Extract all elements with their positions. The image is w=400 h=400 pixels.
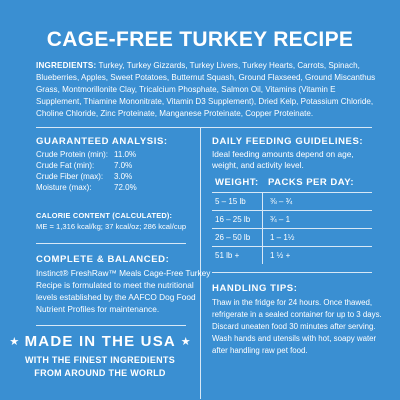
complete-line: Nutrient Profiles for maintenance. [36,304,160,314]
table-rule [212,192,372,193]
analysis-name: Moisture (max): [36,183,92,192]
table-rule [212,246,372,247]
divider-vertical [200,127,201,399]
complete-line: levels established by the AAFCO Dog Food [36,292,196,302]
usa-tagline [0,354,200,380]
ingredients-label: INGREDIENTS: [36,61,97,70]
recipe-title: CAGE-FREE TURKEY RECIPE [46,28,354,51]
made-in-usa [0,333,200,350]
divider-top [36,127,372,128]
analysis-value: 3.0% [114,172,133,181]
handling-line: after handling raw pet food. [212,346,308,355]
packs-column-header: PACKS PER DAY: [268,177,355,188]
weight-column-header: WEIGHT: [215,177,259,188]
made-in-usa-text: MADE IN THE USA [24,333,176,350]
weight-cell: 16 – 25 lb [215,215,251,224]
packs-cell: 1 ½ + [270,251,291,260]
calorie-value: ME = 1,316 kcal/kg; 37 kcal/oz; 286 kcal/cup [36,222,187,231]
table-rule [212,228,372,229]
divider-right-mid [212,272,372,273]
feeding-heading: DAILY FEEDING GUIDELINES: [212,136,364,147]
weight-cell: 5 – 15 lb [215,197,246,206]
divider-left-bottom [36,325,186,326]
feeding-line: weight, and activity level. [212,160,304,170]
usa-tagline-line: WITH THE FINEST INGREDIENTS [24,355,176,365]
handling-heading: HANDLING TIPS: [212,283,298,294]
ingredients-text: Turkey, Turkey Gizzards, Turkey Livers, Turkey Hearts, Carrots, Spinach, Blueberries, Apples, Sweet Potatoes, Butternut Squash, Ground Flaxseed, Ground Miscanthus Grass, Montmorillonite Clay, Tricalcium Phosphate, Salmon Oil, Vitamins (Vitamin E Supplement, Thiamine Mononitrate, Vitamin D3 Supplement), Dried Kelp, Potassium Chloride, Choline Chloride, Zinc Proteinate, Manganese Proteinate, Copper Proteinate. [36,61,376,118]
usa-tagline-line: FROM AROUND THE WORLD [34,368,166,378]
weight-cell: 51 lb + [215,251,240,260]
packs-cell: ⅜ – ¾ [270,197,293,206]
handling-line: Discard uneaten food 30 minutes after serving. [212,322,376,331]
analysis-value: 11.0% [114,150,137,159]
packs-cell: ¾ – 1 [270,215,291,224]
analysis-heading: GUARANTEED ANALYSIS: [36,136,168,147]
complete-line: Instinct® FreshRaw™ Meals Cage-Free Turkey [36,268,211,278]
feeding-line: Ideal feeding amounts depend on age, [212,149,354,159]
complete-heading: COMPLETE & BALANCED: [36,254,170,265]
complete-line: Recipe is formulated to meet the nutritional [36,280,194,290]
weight-cell: 26 – 50 lb [215,233,251,242]
analysis-name: Crude Fat (min): [36,161,95,170]
star-icon: ★ [180,336,191,348]
analysis-value: 72.0% [114,183,137,192]
packs-cell: 1 – 1½ [270,233,295,242]
handling-line: Wash hands and utensils with hot, soapy water [212,334,377,343]
table-rule [212,210,372,211]
analysis-value: 7.0% [114,161,133,170]
analysis-name: Crude Fiber (max): [36,172,104,181]
divider-left-mid [36,243,186,244]
star-icon: ★ [9,336,20,348]
calorie-heading: CALORIE CONTENT (CALCULATED): [36,211,173,220]
handling-line: Thaw in the fridge for 24 hours. Once thawed, [212,298,373,307]
ingredients-block [36,60,376,120]
analysis-name: Crude Protein (min): [36,150,109,159]
table-column-rule [262,192,263,264]
handling-line: refrigerate in a sealed container for up to 3 days. [212,310,382,319]
